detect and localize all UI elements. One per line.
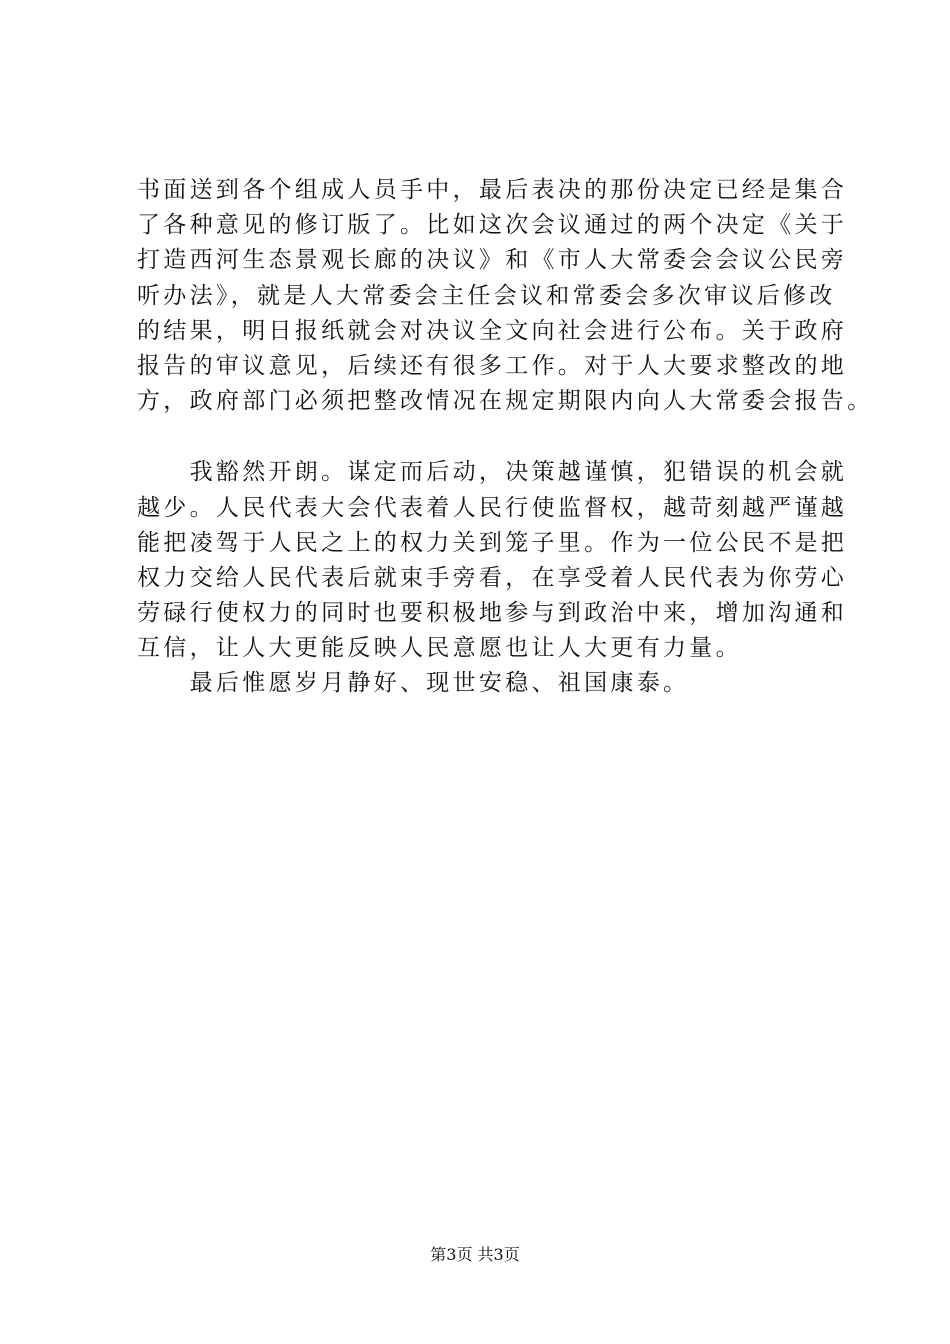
text-line: 方，政府部门必须把整改情况在规定期限内向人大常委会报告。 [137, 388, 874, 415]
text-line: 我豁然开朗。谋定而后动，决策越谨慎，犯错误的机会就 [137, 459, 848, 486]
paragraph-3 [137, 666, 837, 701]
text-line: 打造西河生态景观长廊的决议》和《市人大常委会会议公民旁 [137, 247, 848, 274]
page-footer [0, 1243, 950, 1267]
text-line: 能把凌驾于人民之上的权力关到笼子里。作为一位公民不是把 [137, 529, 848, 556]
text-line: 听办法》，就是人大常委会主任会议和常委会多次审议后修改 [137, 282, 836, 309]
text-line: 的结果，明日报纸就会对决议全文向社会进行公布。关于政府 [137, 317, 848, 344]
text-line: 报告的审议意见，后续还有很多工作。对于人大要求整改的地 [137, 352, 848, 379]
text-line: 最后惟愿岁月静好、现世安稳、祖国康泰。 [137, 670, 690, 697]
page-number-label: 第3页 共3页 [430, 1245, 520, 1264]
text-line: 书面送到各个组成人员手中，最后表决的那份决定已经是集合 [137, 177, 848, 203]
paragraph-1 [137, 173, 874, 419]
text-line: 权力交给人民代表后就束手旁看，在享受着人民代表为你劳心 [137, 564, 848, 591]
text-line: 越少。人民代表大会代表着人民行使监督权，越苛刻越严谨越 [137, 494, 848, 521]
text-line: 劳碌行使权力的同时也要积极地参与到政治中来，增加沟通和 [137, 600, 848, 627]
paragraph-2 [137, 455, 848, 666]
text-line: 互信，让人大更能反映人民意愿也让人大更有力量。 [137, 635, 742, 662]
paragraph-spacer [137, 419, 837, 455]
document-body [137, 173, 874, 702]
text-line: 了各种意见的修订版了。比如这次会议通过的两个决定《关于 [137, 212, 848, 239]
